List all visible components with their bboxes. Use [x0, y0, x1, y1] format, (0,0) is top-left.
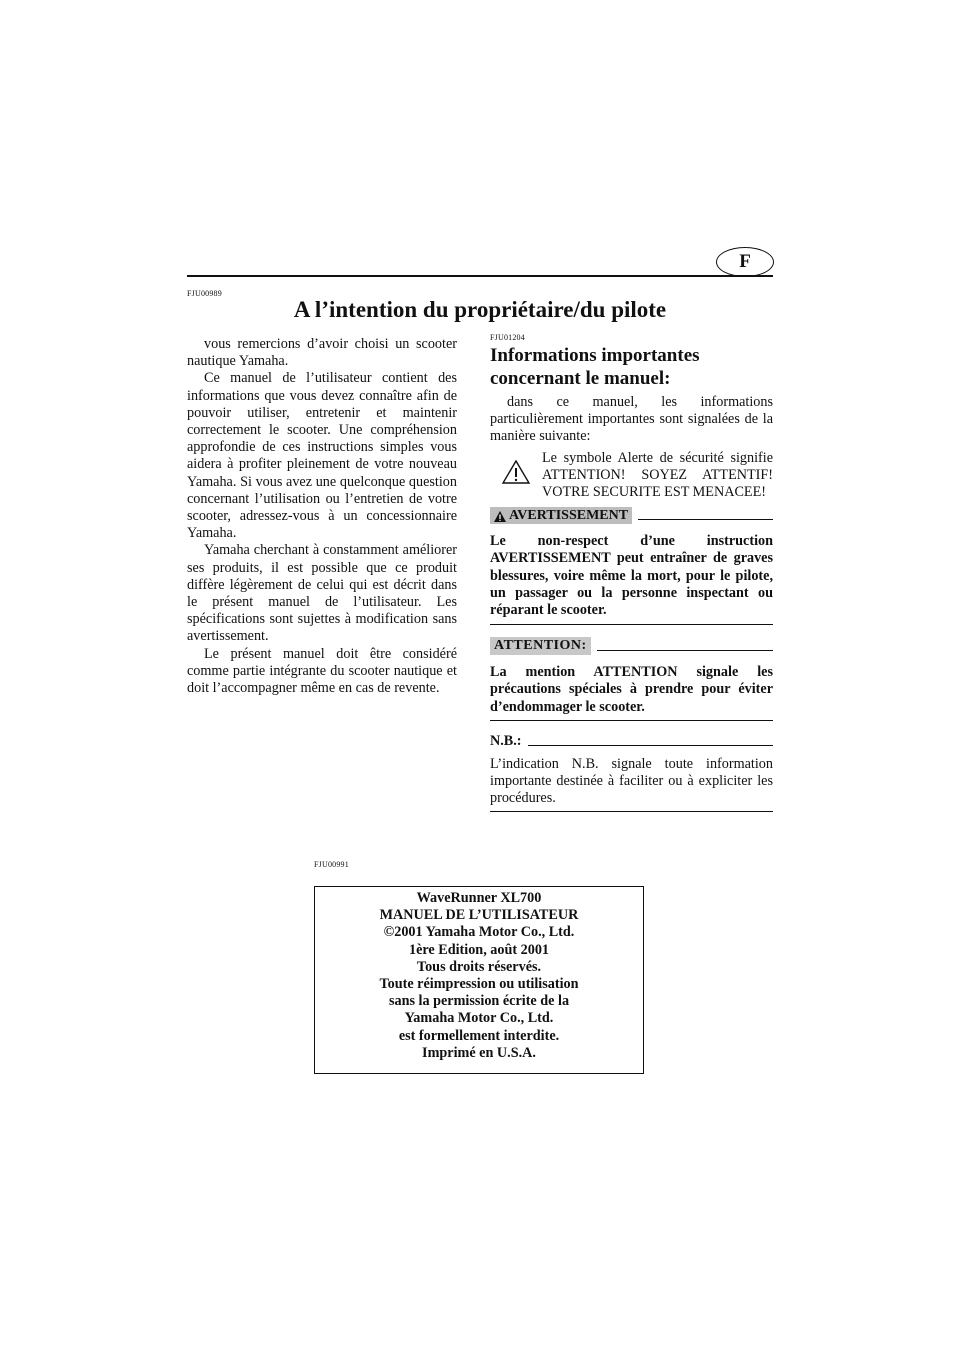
safety-symbol-text: Le symbole Alerte de sécurité signifie ATTENTION! SOYEZ ATTENTIF! VOTRE SECURITE EST MENACEE! [542, 449, 773, 501]
divider [490, 720, 773, 721]
section-title-line: Informations importantes [490, 345, 700, 366]
right-column [490, 333, 773, 812]
caution-header [490, 637, 773, 655]
section-title [490, 344, 773, 390]
page-title: A l’intention du propriétaire/du pilote [293, 297, 667, 322]
copyright-box [314, 886, 644, 1074]
divider [528, 737, 773, 746]
paragraph: vous remercions d’avoir choisi un scooter nautique Yamaha. [187, 336, 457, 370]
note-label: N.B.: [490, 732, 522, 749]
intro-paragraph: dans ce manuel, les informations particulièrement importantes sont signalées de la manière suivante: [490, 394, 773, 445]
box-line: 1ère Edition, août 2001 [408, 941, 550, 958]
language-badge: F [716, 247, 774, 277]
paragraph: Le présent manuel doit être considéré comme partie intégrante du scooter nautique et doit l’accompagner même en cas de revente. [187, 645, 457, 697]
box-line: est formellement interdite. [398, 1027, 560, 1044]
note-text: L’indication N.B. signale toute information importante destinée à faciliter ou à expliciter les procédures. [490, 755, 773, 807]
safety-symbol-block [490, 450, 773, 502]
header-rule [187, 275, 773, 277]
warning-text: Le non-respect d’une instruction AVERTISSEMENT peut entraîner de graves blessures, voire même la mort, pour le pilote, un passager ou la personne inspectant ou réparant le scooter. [490, 533, 773, 619]
box-line: ©2001 Yamaha Motor Co., Ltd. [383, 924, 575, 941]
left-column [187, 336, 457, 697]
box-line: Toute réimpression ou utilisation [379, 976, 579, 993]
section-title-line: concernant le manuel: [490, 368, 671, 389]
divider [597, 642, 773, 651]
section-code: FJU01204 [490, 333, 525, 342]
caution-label: ATTENTION: [490, 637, 591, 655]
note-header [490, 733, 773, 750]
safety-alert-icon [490, 450, 542, 502]
section-code: FJU00989 [187, 289, 222, 298]
paragraph: Ce manuel de l’utilisateur contient des informations que vous devez connaître afin de pouvoir utiliser, entretenir et maintenir correctement le scooter. Une compréhension approfondie de ces instructions simples vous aidera à profiter pleinement de votre nouveau Yamaha. Si vous avez une quelconque question concernant l’utilisation ou l’entretien de votre scooter, adressez-vous à un concessionnaire Yamaha. [187, 370, 457, 542]
box-line: WaveRunner XL700 [416, 890, 542, 906]
warning-header [490, 507, 773, 524]
box-line: MANUEL DE L’UTILISATEUR [379, 907, 579, 924]
box-line: Tous droits réservés. [416, 958, 542, 975]
box-line: Imprimé en U.S.A. [422, 1044, 536, 1061]
box-line: sans la permission écrite de la [388, 993, 570, 1010]
warning-label-text: AVERTISSEMENT [509, 508, 629, 524]
warning-triangle-icon [494, 511, 506, 522]
box-line: Yamaha Motor Co., Ltd. [404, 1010, 554, 1027]
divider [490, 811, 773, 812]
caution-text: La mention ATTENTION signale les précautions spéciales à prendre pour éviter d’endommager le scooter. [490, 664, 773, 715]
warning-label [490, 507, 632, 524]
divider [638, 511, 773, 520]
divider [490, 624, 773, 625]
paragraph: Yamaha cherchant à constamment améliorer ses produits, il est possible que ce produit diffère légèrement de celui qui est décrit dans le présent manuel de l’utilisateur. Les spécifications sont sujettes à modification sans avertissement. [187, 542, 457, 645]
intro-text [490, 394, 773, 446]
box-code: FJU00991 [314, 860, 349, 869]
